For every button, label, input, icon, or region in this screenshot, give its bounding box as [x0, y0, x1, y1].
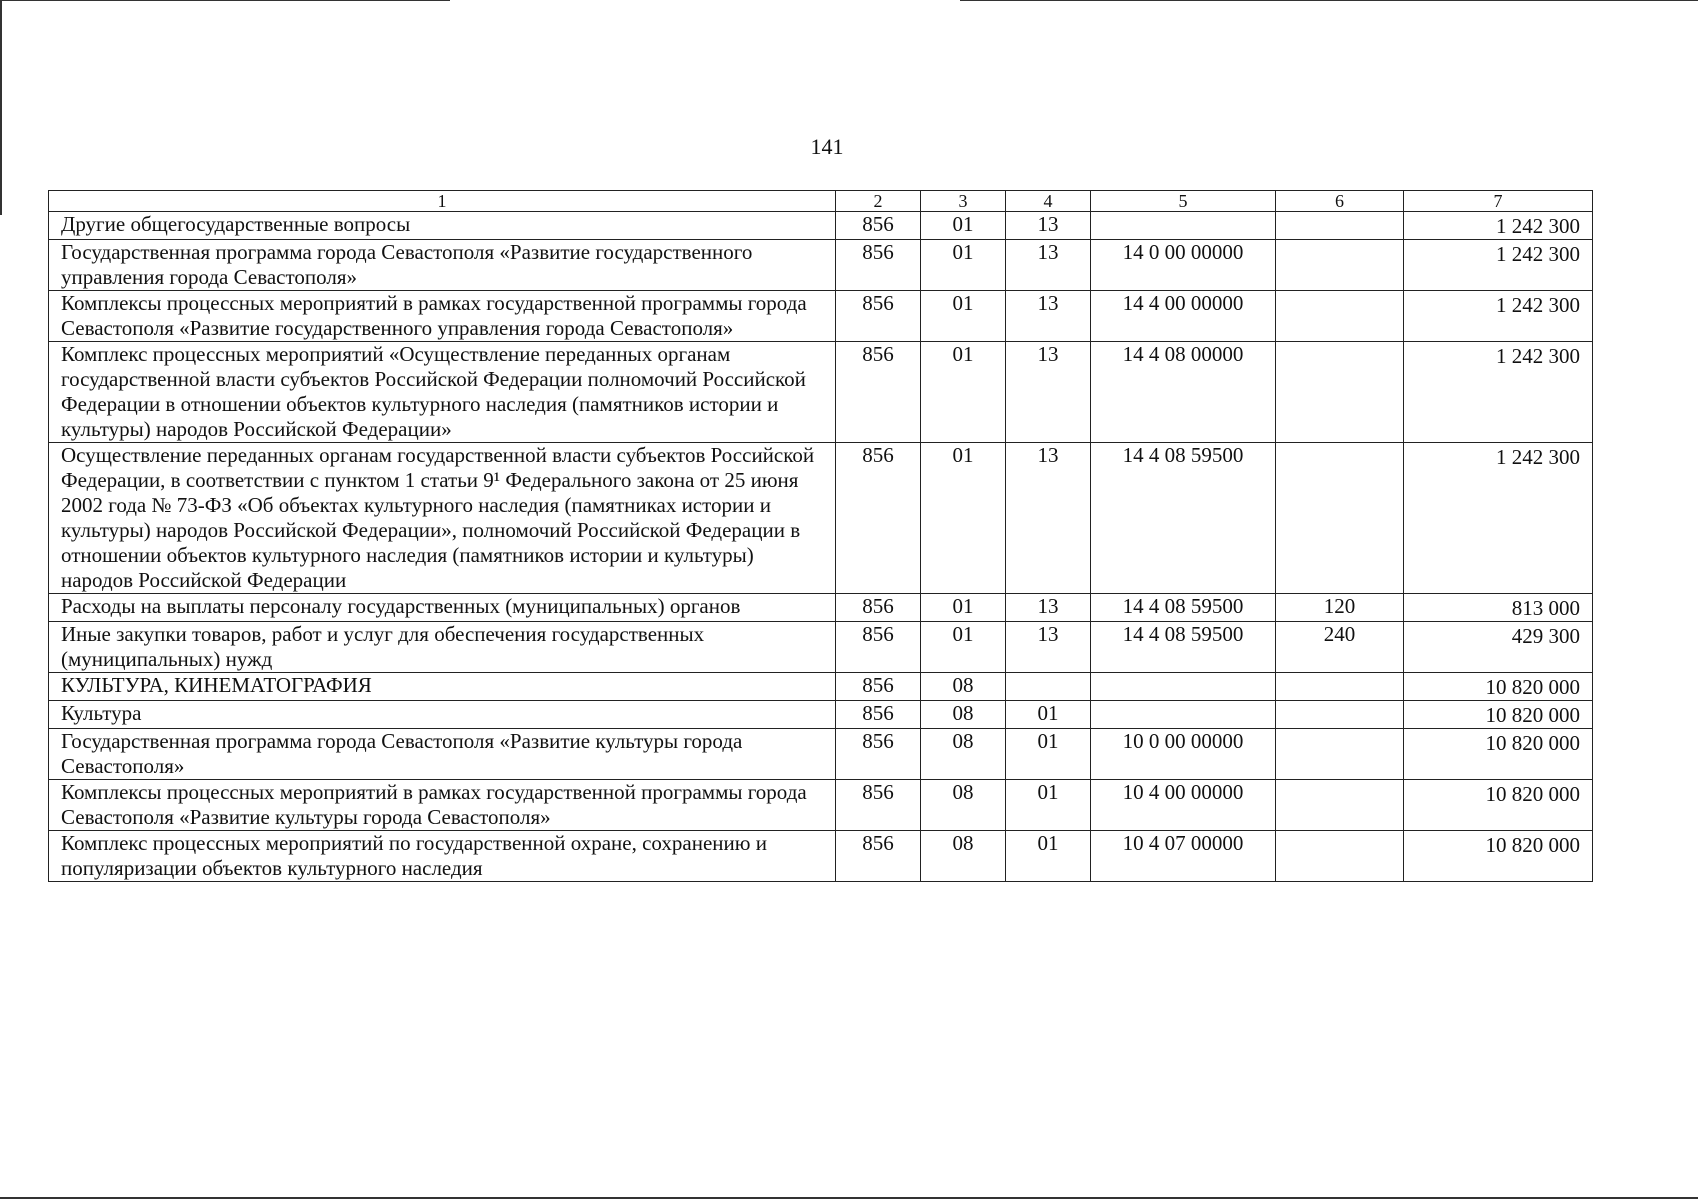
cell-amount: 10 820 000	[1404, 673, 1593, 701]
cell-c3: 01	[921, 342, 1006, 443]
cell-c4: 13	[1006, 291, 1091, 342]
cell-amount: 1 242 300	[1404, 240, 1593, 291]
cell-c4: 01	[1006, 780, 1091, 831]
cell-c2: 856	[836, 673, 921, 701]
table-row	[49, 729, 1593, 780]
cell-c6: 120	[1276, 594, 1404, 622]
cell-c2: 856	[836, 212, 921, 240]
cell-c2: 856	[836, 443, 921, 594]
cell-c6	[1276, 240, 1404, 291]
cell-c2: 856	[836, 342, 921, 443]
cell-c3: 01	[921, 212, 1006, 240]
cell-c2: 856	[836, 831, 921, 882]
cell-amount: 10 820 000	[1404, 780, 1593, 831]
cell-c6	[1276, 780, 1404, 831]
cell-c5: 14 4 08 59500	[1091, 594, 1276, 622]
cell-c6	[1276, 673, 1404, 701]
row-name: Государственная программа города Севастополя «Развитие культуры города Севастополя»	[49, 729, 836, 780]
row-name: Другие общегосударственные вопросы	[49, 212, 836, 240]
cell-amount: 1 242 300	[1404, 342, 1593, 443]
col-header-1: 1	[49, 191, 836, 212]
row-name: Иные закупки товаров, работ и услуг для обеспечения государственных (муниципальных) нужд	[49, 622, 836, 673]
page-number: 141	[810, 134, 844, 159]
cell-c2: 856	[836, 291, 921, 342]
cell-c3: 08	[921, 729, 1006, 780]
col-header-6: 6	[1276, 191, 1404, 212]
cell-c4: 13	[1006, 240, 1091, 291]
col-header-5: 5	[1091, 191, 1276, 212]
cell-c4: 13	[1006, 212, 1091, 240]
cell-c3: 08	[921, 780, 1006, 831]
cell-c6	[1276, 729, 1404, 780]
cell-c3: 01	[921, 240, 1006, 291]
scan-edge-left	[0, 0, 2, 215]
cell-c5: 14 4 00 00000	[1091, 291, 1276, 342]
scan-edge-bottom	[0, 1197, 1698, 1199]
scan-edge-top-left	[0, 0, 450, 1]
cell-c3: 08	[921, 701, 1006, 729]
table-row	[49, 342, 1593, 443]
cell-c3: 08	[921, 831, 1006, 882]
cell-c5: 14 4 08 59500	[1091, 443, 1276, 594]
col-header-3: 3	[921, 191, 1006, 212]
row-name: Расходы на выплаты персоналу государственных (муниципальных) органов	[49, 594, 836, 622]
table-row	[49, 622, 1593, 673]
cell-c4: 13	[1006, 443, 1091, 594]
cell-c2: 856	[836, 729, 921, 780]
cell-c5	[1091, 701, 1276, 729]
cell-c5: 10 4 00 00000	[1091, 780, 1276, 831]
budget-table	[48, 190, 1593, 882]
cell-c4: 13	[1006, 342, 1091, 443]
cell-c6	[1276, 831, 1404, 882]
cell-c2: 856	[836, 240, 921, 291]
cell-c2: 856	[836, 701, 921, 729]
table-row	[49, 780, 1593, 831]
col-header-4: 4	[1006, 191, 1091, 212]
cell-amount: 10 820 000	[1404, 701, 1593, 729]
row-name: Осуществление переданных органам государственной власти субъектов Российской Федерации, в соответствии с пунктом 1 статьи 9¹ Федерального закона от 25 июня 2002 года № 73-ФЗ «Об объектах культурного наследия (памятниках истории и культуры) народов Российской Федерации», полномочий Российской Федерации в отношении объектов культурного наследия (памятников истории и культуры) народов Российской Федерации	[49, 443, 836, 594]
cell-c4: 13	[1006, 594, 1091, 622]
cell-c2: 856	[836, 780, 921, 831]
cell-c5: 14 0 00 00000	[1091, 240, 1276, 291]
cell-c4: 13	[1006, 622, 1091, 673]
row-name: КУЛЬТУРА, КИНЕМАТОГРАФИЯ	[49, 673, 836, 701]
row-name: Комплексы процессных мероприятий в рамках государственной программы города Севастополя «Развитие культуры города Севастополя»	[49, 780, 836, 831]
cell-c4: 01	[1006, 701, 1091, 729]
cell-amount: 1 242 300	[1404, 291, 1593, 342]
cell-c5	[1091, 673, 1276, 701]
cell-c6: 240	[1276, 622, 1404, 673]
cell-c5: 14 4 08 00000	[1091, 342, 1276, 443]
cell-c4: 01	[1006, 831, 1091, 882]
cell-c3: 08	[921, 673, 1006, 701]
cell-c5: 14 4 08 59500	[1091, 622, 1276, 673]
table-row	[49, 291, 1593, 342]
table-row	[49, 594, 1593, 622]
cell-amount: 1 242 300	[1404, 212, 1593, 240]
cell-c4: 01	[1006, 729, 1091, 780]
row-name: Государственная программа города Севастополя «Развитие государственного управления города Севастополя»	[49, 240, 836, 291]
cell-amount: 429 300	[1404, 622, 1593, 673]
cell-c2: 856	[836, 622, 921, 673]
cell-amount: 10 820 000	[1404, 831, 1593, 882]
table-row	[49, 831, 1593, 882]
header-row	[49, 191, 1593, 212]
table-row	[49, 212, 1593, 240]
cell-c6	[1276, 443, 1404, 594]
cell-c3: 01	[921, 622, 1006, 673]
row-name: Комплексы процессных мероприятий в рамках государственной программы города Севастополя «Развитие государственного управления города Севастополя»	[49, 291, 836, 342]
cell-amount: 10 820 000	[1404, 729, 1593, 780]
table-row	[49, 240, 1593, 291]
table-row	[49, 673, 1593, 701]
cell-c6	[1276, 342, 1404, 443]
cell-c5	[1091, 212, 1276, 240]
cell-c5: 10 0 00 00000	[1091, 729, 1276, 780]
table-row	[49, 701, 1593, 729]
cell-amount: 813 000	[1404, 594, 1593, 622]
col-header-7: 7	[1404, 191, 1593, 212]
cell-amount: 1 242 300	[1404, 443, 1593, 594]
cell-c6	[1276, 212, 1404, 240]
cell-c3: 01	[921, 291, 1006, 342]
row-name: Культура	[49, 701, 836, 729]
cell-c3: 01	[921, 594, 1006, 622]
cell-c6	[1276, 701, 1404, 729]
table-row	[49, 443, 1593, 594]
row-name: Комплекс процессных мероприятий по государственной охране, сохранению и популяризации объектов культурного наследия	[49, 831, 836, 882]
cell-c5: 10 4 07 00000	[1091, 831, 1276, 882]
cell-c3: 01	[921, 443, 1006, 594]
cell-c6	[1276, 291, 1404, 342]
scan-edge-top-right	[960, 0, 1698, 1]
cell-c4	[1006, 673, 1091, 701]
row-name: Комплекс процессных мероприятий «Осуществление переданных органам государственной власти субъектов Российской Федерации полномочий Российской Федерации в отношении объектов культурного наследия (памятников истории и культуры) народов Российской Федерации»	[49, 342, 836, 443]
cell-c2: 856	[836, 594, 921, 622]
col-header-2: 2	[836, 191, 921, 212]
